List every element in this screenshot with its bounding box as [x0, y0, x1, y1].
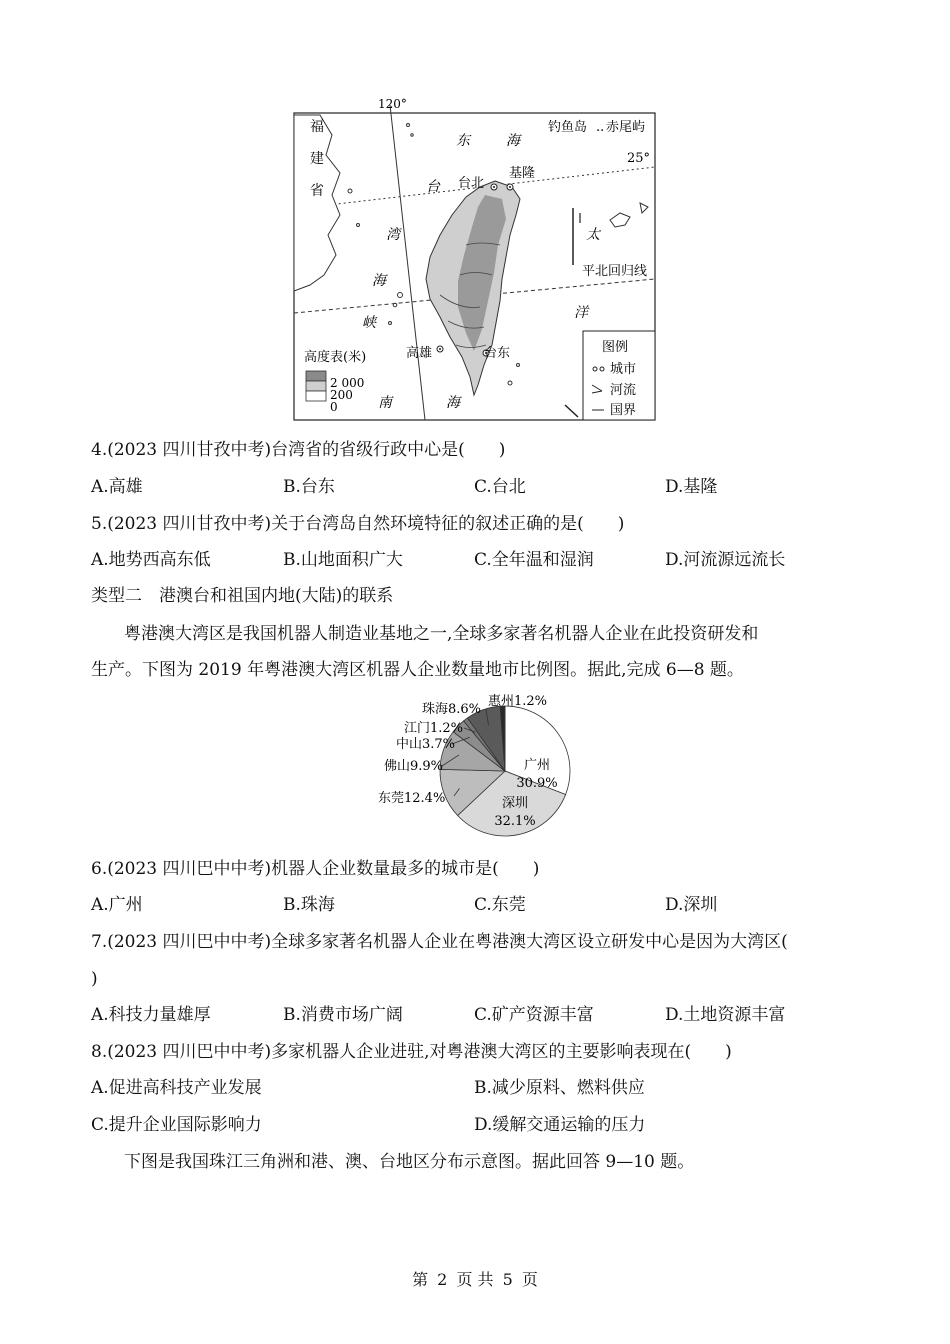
q8-option-a[interactable]: A.促进高科技产业发展	[91, 1078, 262, 1098]
q4-stem: 4.(2023 四川甘孜中考)台湾省的省级行政中心是( )	[91, 440, 506, 460]
label-fu: 福	[310, 119, 324, 135]
label-xia: 峡	[362, 315, 376, 331]
q8-option-b[interactable]: B.减少原料、燃料供应	[474, 1078, 645, 1098]
footer-total-pages: 5	[502, 1270, 513, 1289]
q4-option-b[interactable]: B.台东	[283, 477, 335, 497]
footer-suffix: 页	[521, 1270, 538, 1289]
label-diaoyu-dots: ..	[596, 120, 605, 135]
latitude-label: 25°	[627, 151, 651, 166]
label-chiwei: 赤尾屿	[606, 120, 646, 135]
pie-label-zhuhai: 珠海8.6%	[422, 702, 482, 717]
q6-option-a[interactable]: A.广州	[91, 895, 143, 915]
label-taidong: 台东	[484, 346, 511, 361]
footer-prefix: 第	[412, 1270, 429, 1289]
pie-label-shenzhen-name: 深圳	[501, 796, 529, 811]
label-yang: 洋	[574, 305, 588, 321]
q4-option-d[interactable]: D.基隆	[665, 477, 718, 497]
pie-label-guangzhou-value: 30.9%	[516, 776, 558, 791]
intro-line-1: 粤港澳大湾区是我国机器人制造业基地之一,全球多家著名机器人企业在此投资研发和	[124, 624, 759, 644]
q7-stem: 7.(2023 四川巴中中考)全球多家著名机器人企业在粤港澳大湾区设立研发中心是因为大湾区(	[91, 932, 788, 952]
map-legend-title: 图例	[602, 340, 629, 355]
q6-stem: 6.(2023 四川巴中中考)机器人企业数量最多的城市是( )	[91, 859, 540, 879]
elevation-200: 200	[330, 388, 353, 402]
label-jilong: 基隆	[509, 166, 536, 181]
q8-stem: 8.(2023 四川巴中中考)多家机器人企业进驻,对粤港澳大湾区的主要影响表现在( )	[91, 1042, 732, 1062]
footer-mid: 页 共	[456, 1270, 494, 1289]
q6-option-b[interactable]: B.珠海	[283, 895, 335, 915]
q5-option-c[interactable]: C.全年温和湿润	[474, 550, 594, 570]
intro-line-2: 生产。下图为 2019 年粤港澳大湾区机器人企业数量地市比例图。据此,完成 6—8 题。	[91, 660, 744, 680]
pie-label-shenzhen-value: 32.1%	[494, 814, 536, 829]
elevation-2000: 2 000	[330, 376, 365, 390]
q5-option-a[interactable]: A.地势西高东低	[91, 550, 211, 570]
label-hai-east: 海	[506, 133, 520, 149]
map-legend-river: 河流	[610, 383, 637, 398]
label-tai-pacific: 太	[586, 227, 600, 243]
section-title: 类型二 港澳台和祖国内地(大陆)的联系	[91, 586, 394, 606]
pie-label-jiangmen: 江门1.2%	[404, 721, 464, 736]
q7-option-a[interactable]: A.科技力量雄厚	[91, 1005, 211, 1025]
label-tropic: 平北回归线	[582, 264, 648, 279]
q8-option-c[interactable]: C.提升企业国际影响力	[91, 1115, 262, 1135]
q7-option-b[interactable]: B.消费市场广阔	[283, 1005, 403, 1025]
pie-label-huizhou: 惠州1.2%	[488, 694, 548, 709]
map-legend-border: 国界	[610, 403, 637, 418]
longitude-label: 120°	[378, 97, 407, 111]
page-footer	[0, 1267, 950, 1290]
pie-label-dongguan: 东莞12.4%	[378, 791, 446, 806]
closing-text: 下图是我国珠江三角洲和港、澳、台地区分布示意图。据此回答 9—10 题。	[124, 1152, 695, 1172]
q6-option-d[interactable]: D.深圳	[665, 895, 718, 915]
label-gaoxiong: 高雄	[406, 346, 433, 361]
robot-enterprise-pie-chart	[370, 688, 590, 848]
q5-option-d[interactable]: D.河流源远流长	[665, 550, 786, 570]
elevation-0: 0	[330, 400, 338, 414]
label-tai: 台	[426, 179, 440, 195]
q4-option-a[interactable]: A.高雄	[91, 477, 143, 497]
map-legend-city: 城市	[610, 362, 637, 377]
q4-option-c[interactable]: C.台北	[474, 477, 526, 497]
pie-label-foshan: 佛山9.9%	[384, 759, 444, 774]
taiwan-map	[280, 95, 660, 425]
q8-option-d[interactable]: D.缓解交通运输的压力	[474, 1115, 646, 1135]
q7-option-d[interactable]: D.土地资源丰富	[665, 1005, 786, 1025]
elevation-legend-title: 高度表(米)	[304, 350, 367, 365]
label-nan: 南	[378, 395, 392, 411]
label-hai-south: 海	[446, 395, 460, 411]
label-sheng: 省	[310, 183, 324, 199]
footer-page-number: 2	[437, 1270, 448, 1289]
q7-stem-cont: )	[91, 969, 98, 989]
label-dong: 东	[456, 133, 470, 149]
q5-option-b[interactable]: B.山地面积广大	[283, 550, 403, 570]
label-taipei: 台北	[458, 176, 485, 191]
pie-label-zhongshan: 中山3.7%	[396, 737, 456, 752]
label-jian: 建	[310, 151, 324, 167]
q6-option-c[interactable]: C.东莞	[474, 895, 526, 915]
label-diaoyu: 钓鱼岛	[548, 120, 588, 135]
label-wan: 湾	[386, 227, 400, 243]
q7-option-c[interactable]: C.矿产资源丰富	[474, 1005, 594, 1025]
label-hai-strait: 海	[372, 273, 386, 289]
pie-label-guangzhou-name: 广州	[523, 758, 551, 773]
q5-stem: 5.(2023 四川甘孜中考)关于台湾岛自然环境特征的叙述正确的是( )	[91, 514, 625, 534]
